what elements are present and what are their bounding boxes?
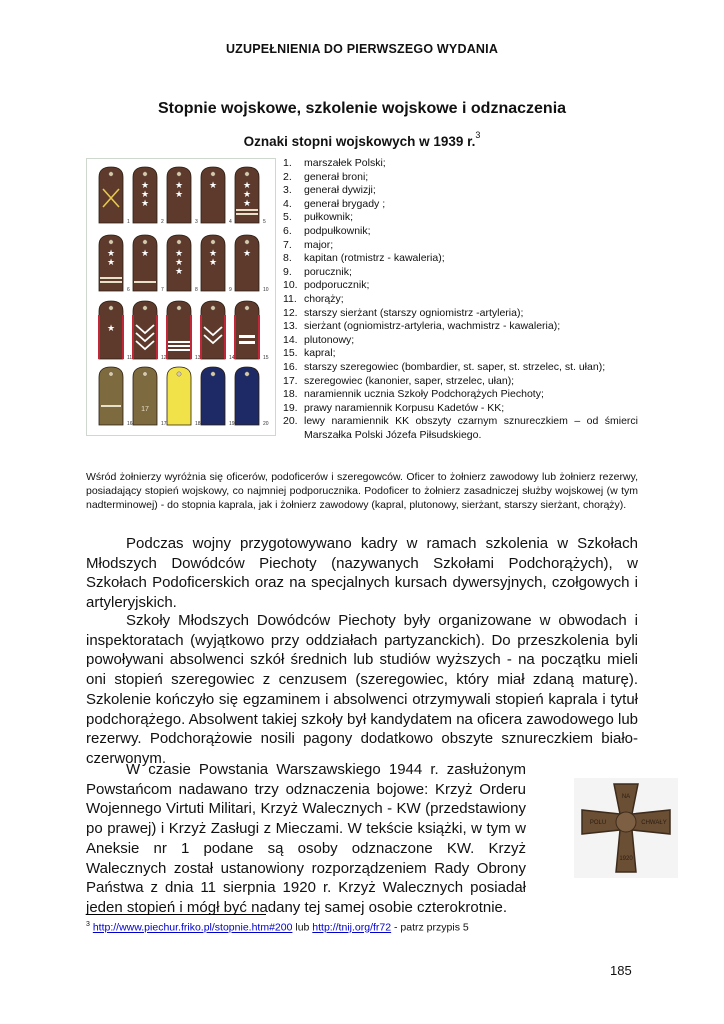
cross-text-left: POLU xyxy=(589,820,607,826)
footnote xyxy=(86,921,469,934)
rank-categories-note: Wśród żołnierzy wyróżnia się oficerów, podoficerów i szeregowców. Oficer to żołnierz zawodowy lub żołnierz rezerwy, posiadający stopień wojskowy, co najmniej podporucznika. Podoficer to żołnierz zasadniczej służby wojskowej (w tym nadterminowej) - do stopnia kaprala, jak i żołnierz zawodowy (kapral, plutonowy, sierżant, starszy sierżant, chorąży). xyxy=(86,471,638,511)
footnote-mark: 3 xyxy=(86,921,90,928)
paragraph-decorations xyxy=(86,760,667,918)
rank-name: szeregowiec (kanonier, saper, strzelec, ułan); xyxy=(304,374,515,387)
rank-item xyxy=(283,347,638,361)
rank-item xyxy=(283,225,638,239)
rank-name: pułkownik; xyxy=(304,211,354,224)
rank-number: 5. xyxy=(283,211,292,224)
epaulette-19 xyxy=(201,367,235,427)
svg-text:★: ★ xyxy=(242,248,252,258)
svg-text:17: 17 xyxy=(141,406,149,413)
footnote-link-piechur[interactable]: http://www.piechur.friko.pl/stopnie.htm#200 xyxy=(92,921,293,934)
svg-text:★: ★ xyxy=(174,189,184,199)
rank-number: 6. xyxy=(283,224,292,237)
svg-text:7: 7 xyxy=(161,287,164,293)
running-header: UZUPEŁNIENIA DO PIERWSZEGO WYDANIA xyxy=(225,42,499,56)
rank-item xyxy=(283,198,638,212)
svg-text:6: 6 xyxy=(127,287,130,293)
footnote-suffix: - patrz przypis 5 xyxy=(391,921,469,934)
svg-text:★: ★ xyxy=(140,180,150,190)
cross-of-valour-image xyxy=(534,778,667,878)
rank-item xyxy=(283,402,638,416)
svg-text:4: 4 xyxy=(229,219,232,225)
svg-text:15: 15 xyxy=(263,355,269,361)
rank-item xyxy=(283,279,638,293)
epaulette-17 xyxy=(133,367,167,427)
epaulette-8 xyxy=(167,235,198,293)
rank-item xyxy=(283,239,638,253)
rank-name: chorąży; xyxy=(304,292,344,305)
rank-item xyxy=(283,184,638,198)
footnote-separator xyxy=(86,914,266,915)
paragraph-schools: Szkoły Młodszych Dowódców Piechoty były organizowane w obwodach i inspektoratach (wyjątkowo przy oddziałach partyzanckich). Do przeszkolenia byli powoływani absolwenci szkół średnich lub studiów wyższych - na początku mieli oni stopień szeregowiec z cenzusem (szeregowiec, który miał zdaną maturę). Szkolenie kończyło się egzaminem i absolwenci otrzymywali stopień kaprala i tytuł podchorążego. Absolwent takiej szkoły był kandydatem na oficera zawodowego lub rezerwy. Podchorążowie nosili pagony dodatkowo obszyte sznureczkiem biało-czerwonym. xyxy=(86,612,638,767)
epaulette-9 xyxy=(201,235,232,293)
rank-name: plutonowy; xyxy=(304,333,355,346)
rank-item xyxy=(283,415,638,442)
cross-text-right: CHWAŁY xyxy=(641,820,667,826)
rank-number: 1. xyxy=(283,157,292,169)
rank-name: major; xyxy=(304,238,334,251)
rank-number: 2. xyxy=(283,170,292,183)
rank-number: 15. xyxy=(283,347,298,360)
rank-number: 17. xyxy=(283,374,298,387)
footnote-middle: lub xyxy=(292,921,313,934)
svg-text:★: ★ xyxy=(140,198,150,208)
footnote-link-tnij[interactable]: http://tnij.org/fr72 xyxy=(312,921,392,934)
svg-text:★: ★ xyxy=(106,257,116,267)
rank-number: 16. xyxy=(283,360,298,373)
rank-number: 14. xyxy=(283,333,298,346)
epaulette-13 xyxy=(167,301,201,361)
svg-text:18: 18 xyxy=(195,421,201,427)
svg-text:8: 8 xyxy=(195,287,198,293)
rank-number: 13. xyxy=(283,320,298,333)
epaulette-12 xyxy=(133,301,167,361)
rank-name: podpułkownik; xyxy=(304,224,371,237)
rank-name: generał brygady ; xyxy=(304,197,386,210)
svg-text:16: 16 xyxy=(127,421,133,427)
rank-item xyxy=(283,157,638,171)
rank-item xyxy=(283,320,638,334)
rank-item xyxy=(283,171,638,185)
paragraph-decorations-text: W czasie Powstania Warszawskiego 1944 r. zasłużonym Powstańcom nadawano trzy odznaczenia bojowe: Krzyż Orderu Wojennego Virtuti Militari, Krzyż Walecznych - KW (przedstawiony po prawej) i Krzyż Zasługi z Mieczami. W tekście książki, w tym w Aneksie nr 1 podane są osoby odznaczone KW. Krzyż Walecznych został ustanowiony rozporządzeniem Rady Obrony Państwa z dnia 11 sierpnia 1920 r. Krzyż Walecznych posiadał jeden stopień i mógł być nadany tej samej osobie czterokrotnie. xyxy=(86,761,526,916)
rank-item xyxy=(283,293,638,307)
epaulette-6 xyxy=(99,235,130,293)
rank-number: 11. xyxy=(283,292,297,305)
rank-item xyxy=(283,252,638,266)
svg-text:★: ★ xyxy=(208,257,218,267)
rank-number: 19. xyxy=(283,401,298,414)
paragraph-training: Podczas wojny przygotowywano kadry w ramach szkolenia w Szkołach Młodszych Dowódców Piechoty (nazywanych Szkołami Podchorążych), w Szkołach Podoficerskich oraz na specjalnych kursach dywersyjnych, czołgowych i artyleryjskich. xyxy=(86,535,638,612)
rank-name: marszałek Polski; xyxy=(304,157,386,169)
svg-text:5: 5 xyxy=(263,219,266,225)
rank-name: generał dywizji; xyxy=(304,184,376,197)
rank-item xyxy=(283,307,638,321)
rank-number: 10. xyxy=(283,279,298,292)
svg-text:★: ★ xyxy=(106,323,116,333)
page-number: 185 xyxy=(610,963,632,978)
svg-text:12: 12 xyxy=(161,355,167,361)
epaulette-18 xyxy=(167,367,201,427)
svg-text:★: ★ xyxy=(174,248,184,258)
rank-item xyxy=(283,375,638,389)
svg-text:10: 10 xyxy=(263,287,269,293)
svg-text:11: 11 xyxy=(127,355,133,361)
epaulettes-icon xyxy=(87,159,275,435)
epaulette-3 xyxy=(167,167,198,225)
epaulette-15 xyxy=(235,301,269,361)
svg-text:3: 3 xyxy=(195,219,198,225)
rank-item xyxy=(283,361,638,375)
svg-text:★: ★ xyxy=(242,189,252,199)
rank-item xyxy=(283,211,638,225)
epaulette-20 xyxy=(235,367,269,427)
svg-text:14: 14 xyxy=(229,355,235,361)
epaulette-2 xyxy=(133,167,164,225)
svg-text:1: 1 xyxy=(127,219,130,225)
section-title: Stopnie wojskowe, szkolenie wojskowe i odznaczenia xyxy=(157,100,567,117)
cross-text-top: NA xyxy=(621,794,631,800)
rank-name: starszy szeregowiec (bombardier, st. saper, st. strzelec, st. ułan); xyxy=(304,360,606,373)
rank-name: generał broni; xyxy=(304,170,369,183)
rank-number: 4. xyxy=(283,197,292,210)
rank-item xyxy=(283,334,638,348)
rank-number: 7. xyxy=(283,238,292,251)
rank-name: lewy naramiennik KK obszyty czarnym sznureczkiem – od śmierci Marszałka Polski Józefa Piłsudskiego. xyxy=(304,415,638,441)
rank-name: kapral; xyxy=(304,347,336,360)
svg-text:★: ★ xyxy=(174,266,184,276)
svg-text:19: 19 xyxy=(229,421,235,427)
rank-list xyxy=(283,157,638,442)
svg-text:9: 9 xyxy=(229,287,232,293)
rank-number: 12. xyxy=(283,306,298,319)
epaulette-7 xyxy=(133,235,164,293)
svg-text:★: ★ xyxy=(208,248,218,258)
rank-item xyxy=(283,266,638,280)
rank-name: podporucznik; xyxy=(304,279,370,292)
svg-text:17: 17 xyxy=(161,421,167,427)
rank-name: kapitan (rotmistrz - kawaleria); xyxy=(304,252,445,265)
svg-text:13: 13 xyxy=(195,355,201,361)
svg-text:★: ★ xyxy=(242,180,252,190)
svg-text:★: ★ xyxy=(174,180,184,190)
svg-text:★: ★ xyxy=(140,189,150,199)
svg-text:2: 2 xyxy=(161,219,164,225)
epaulette-14 xyxy=(201,301,235,361)
rank-name: porucznik; xyxy=(304,265,352,278)
rank-number: 18. xyxy=(283,388,298,401)
rank-name: starszy sierżant (starszy ogniomistrz -artyleria); xyxy=(304,306,524,319)
rank-number: 9. xyxy=(283,265,292,278)
rank-number: 3. xyxy=(283,184,292,197)
rank-item xyxy=(283,388,638,402)
rank-number: 8. xyxy=(283,252,292,265)
svg-text:★: ★ xyxy=(140,248,150,258)
svg-text:★: ★ xyxy=(106,248,116,258)
cross-of-valour-icon xyxy=(574,778,678,878)
svg-text:★: ★ xyxy=(242,198,252,208)
svg-text:★: ★ xyxy=(174,257,184,267)
rank-name: sierżant (ogniomistrz-artyleria, wachmistrz - kawaleria); xyxy=(304,320,561,333)
footnote-ref: 3 xyxy=(475,130,481,140)
rank-name: naramiennik ucznia Szkoły Podchorążych Piechoty; xyxy=(304,388,544,401)
epaulette-16 xyxy=(99,367,133,427)
subsection-title xyxy=(0,130,724,149)
svg-text:20: 20 xyxy=(263,421,269,427)
cross-text-bottom: 1920 xyxy=(619,856,633,862)
subtitle-text: Oznaki stopni wojskowych w 1939 r. xyxy=(243,134,476,149)
rank-name: prawy naramiennik Korpusu Kadetów - KK; xyxy=(304,401,505,414)
epaulettes-chart-image xyxy=(86,158,276,436)
epaulette-11 xyxy=(99,301,132,361)
epaulette-5 xyxy=(235,167,266,225)
svg-text:★: ★ xyxy=(208,180,218,190)
epaulette-1 xyxy=(99,167,130,225)
epaulette-10 xyxy=(235,235,269,293)
rank-number: 20. xyxy=(283,415,298,428)
epaulette-4 xyxy=(201,167,232,225)
